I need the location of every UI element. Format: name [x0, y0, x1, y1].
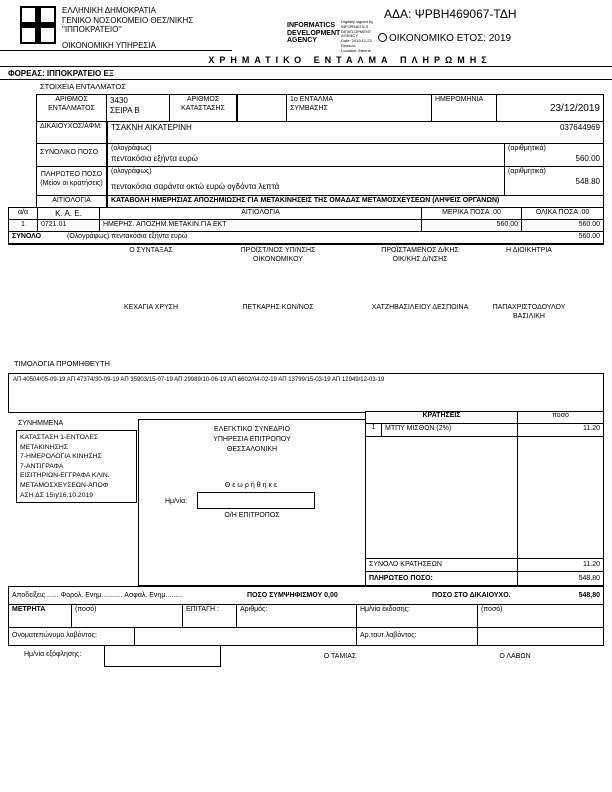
beneficiary-name: ΤΣΑΚΝΗ ΑΙΚΑΤΕΡΙΝΗ — [111, 123, 192, 132]
deductions-payable-value: 548,80 — [517, 572, 603, 586]
tax-clearance-label: Φορολ. Ενημ........... — [60, 592, 123, 599]
offset-amount-label: ΠΟΣΟ ΣΥΜΨΗΦΙΣΜΟΥ — [247, 592, 323, 599]
entalma-row-1 — [36, 94, 604, 122]
audit-court-box — [138, 419, 366, 586]
invoices-label: ΤΙΜΟΛΟΓΙΑ ΠΡΟΜΗΘΕΥΤΗ — [14, 359, 110, 368]
to-beneficiary-value: 548,80 — [578, 592, 600, 599]
in-words-label: (ολογράφως) — [111, 168, 152, 175]
date-label: ΗΜΕΡΟΜΗΝΙΑ — [431, 95, 496, 121]
org-name-line1: ΕΛΛΗΝΙΚΗ ΔΗΜΟΚΡΑΤΙΑ — [62, 6, 156, 15]
entalma-number-value: 3430 — [110, 96, 128, 105]
attachment-line: 7-ΑΝΤΙΓΡΑΦΑ — [20, 462, 64, 470]
payment-date-label: Ημ/νία εξόφλησης: — [24, 651, 82, 658]
recipient-id-field[interactable] — [477, 628, 603, 645]
stamp-line: Digitally signed by — [341, 19, 374, 24]
insurance-clearance-label: Ασφαλ. Ενημ......... — [124, 592, 183, 599]
total-amount-value: 560.00 — [575, 153, 600, 163]
check-label: ΕΠΙΤΑΓΗ : — [182, 605, 236, 627]
kae-row-reason: ΗΜΕΡΗΣ. ΑΠΟΖΗΜ.ΜΕΤΑΚΙΝ.ΓΙΑ ΕΚΤ — [99, 220, 421, 231]
signature-name: ΠΕΤΚΑΡΗΣ ΚΩΝ/ΝΟΣ — [242, 304, 314, 311]
total-amount-row — [36, 143, 604, 167]
reason-text: ΚΑΤΑΒΟΛΗ ΗΜΕΡΗΣΙΑΣ ΑΠΟΖΗΜΙΩΣΗΣ ΓΙΑ ΜΕΤΑΚΙΝΗΣΕΙΣ ΤΗΣ ΟΜΑΔΑΣ ΜΕΤΑΜΟΣΧΕΥΣΕΩΝ (ΛΗΨΕΙΣ ΟΡΓΑΝΩΝ) — [111, 197, 500, 204]
attachment-line: 7-ΗΜΕΡΟΛΟΓΙΑ ΚΙΝΗΣΗΣ — [20, 453, 102, 461]
recipient-name-label: Ονοματεπώνυμο λαβόντος: — [12, 632, 97, 639]
signature-emblem-icon — [378, 33, 387, 42]
receiver-label: Ο ΛΑΒΩΝ — [499, 653, 531, 660]
attachment-line: ΕΙΣΙΤΗΡΙΩΝ-ΕΓΓΡΑΦΑ ΚΛΙΝ. — [20, 472, 110, 480]
payable-amount-label: ΠΛΗΡΩΤΕΟ ΠΟΣΟ — [40, 171, 103, 178]
recipient-id-label: Αρ.ταυτ.λαβόντος: — [356, 628, 477, 645]
commissioner-label: Ο/Η ΕΠΙΤΡΟΠΟΣ — [224, 512, 280, 519]
hospital-cross-logo-icon — [20, 6, 56, 44]
audit-date-label: Ημ/νία: — [165, 498, 188, 505]
kae-sum-words: (Ολογράφως) πεντακόσια εξήντα ευρώ — [67, 233, 188, 240]
stamp-line: Date: 2019.12.23 — [341, 38, 372, 44]
footer-payment-method-row — [8, 604, 604, 628]
signature-title: Ο ΣΥΝΤΑΞΑΣ — [129, 247, 173, 254]
deductions-payable-label: ΠΛΗΡΩΤΕΟ ΠΟΣΟ: — [369, 575, 433, 582]
statement-number-value — [238, 95, 286, 121]
stamp-line: Reason: — [341, 42, 356, 48]
signature-title: Η ΔΙΟΙΚΗΤΡΙΑ — [506, 247, 552, 254]
attachment-line: ΑΣΗ ΔΣ 15η/16.10.2019 — [20, 491, 94, 499]
attachments-box — [16, 430, 137, 503]
agency-name: INFORMATICS DEVELOPMENT AGENCY — [287, 22, 341, 44]
org-name-line3: "ΙΠΠΟΚΡΑΤΕΙΟ" — [62, 25, 122, 34]
audit-court-name: ΕΛΕΓΚΤΙΚΟ ΣΥΝΕΔΡΙΟ — [213, 426, 291, 433]
receipts-label: Αποδείξεις....... — [12, 592, 59, 599]
cash-label: ΜΕΤΡΗΤΑ — [12, 606, 46, 613]
recipient-name-field[interactable] — [134, 628, 356, 645]
total-amount-label: ΣΥΝΟΛΙΚΟ ΠΟΣΟ — [37, 144, 108, 166]
total-amount-words: πεντακόσια εξήντα ευρώ — [111, 153, 198, 163]
kae-header-code: Κ. Α. Ε. — [37, 208, 99, 219]
footer-summary-row — [8, 586, 604, 605]
kae-header-aa: α/α — [17, 209, 29, 216]
deductions-column-divider — [517, 437, 518, 558]
kae-sum-row — [8, 231, 604, 245]
foreas-label: ΦΟΡΕΑΣ: ΙΠΠΟΚΡΑΤΕΙΟ ΕΞ — [8, 69, 114, 78]
attachments-label: ΣΥΝΗΜΜΕΝΑ — [18, 420, 64, 427]
to-beneficiary-label: ΠΟΣΟ ΣΤΟ ΔΙΚΑΙΟΥΧΟ. — [432, 592, 511, 599]
invoices-box — [8, 373, 604, 413]
date-value: 23/12/2019 — [496, 95, 603, 121]
kae-row-code: 0721.01 — [37, 220, 99, 231]
kae-header-total: ΟΛΙΚΑ ΠΟΣΑ .00 — [521, 208, 603, 219]
entalma-number-label: ΑΡΙΘΜΟΣ ΕΝΤΑΛΜΑΤΟΣ — [48, 96, 95, 112]
issue-date-field[interactable]: Ημ/νία έκδοσης: — [356, 605, 477, 627]
audit-city: ΘΕΣΣΑΛΟΝΙΚΗ — [226, 446, 278, 453]
beneficiary-afm: 037644969 — [559, 123, 600, 132]
deductions-title: ΚΡΑΤΗΣΕΙΣ — [422, 412, 461, 419]
deduction-row-desc: ΜΤΠΥ ΜΙΣΘΩΝ (2%) — [385, 425, 452, 432]
signature-title: ΠΡΟΪΣΤΑΜΕΝΟΣ Δ/ΚΗΣ ΟΙΚ/ΚΗΣ Δ/ΝΣΗΣ — [381, 247, 459, 263]
payable-amount-row — [36, 166, 604, 196]
signature-author — [100, 246, 202, 326]
audit-date-input[interactable] — [197, 492, 315, 509]
signature-governor — [477, 246, 581, 326]
signature-name: ΠΑΠΑΧΡΙΣΤΟΔΟΥΛΟΥ ΒΑΣΙΛΙΚΗ — [492, 304, 566, 320]
signature-name: ΚΕΧΑΓΙΑ ΧΡΥΣΗ — [123, 304, 179, 311]
deductions-table — [365, 411, 604, 586]
payable-amount-sublabel: (Μείον οι κρατήσεις) — [40, 179, 103, 187]
stamp-line: INFORMATICS — [341, 23, 369, 29]
ada-code: ΑΔΑ: ΨΡΒΗ469067-ΤΔΗ — [384, 7, 517, 21]
numeric-label: (αριθμητικά) — [508, 145, 546, 152]
numeric-label: (αριθμητικά) — [508, 168, 546, 175]
deduction-row-aa: 1 — [366, 424, 382, 436]
payable-amount-value: 548.80 — [575, 176, 600, 186]
offset-amount-value: 0,00 — [324, 592, 338, 599]
cashier-label: Ο ΤΑΜΙΑΣ — [323, 653, 357, 660]
invoices-line: ΑΠ 40504/05-09-19 ΑΠ 47374/30-09-19 ΑΠ 35903/15-07-19 ΑΠ 29989/10-06-19 ΑΠ 6602/04-02-19 ΑΠ 13799/15-03-19 ΑΠ 12949/12-03-19 — [13, 377, 385, 383]
check-number-field[interactable]: Αριθμός: — [236, 605, 356, 627]
signature-finance-head — [224, 246, 332, 326]
cash-amount-field[interactable]: (ποσό) — [71, 605, 182, 627]
in-words-label: (ολογράφως) — [111, 145, 152, 152]
signature-title: ΠΡΟΪΣΤ/ΝΟΣ ΥΠ/ΝΣΗΣ ΟΙΚΟΝΟΜΙΚΟΥ — [240, 247, 316, 263]
deduction-row-amount: 11.20 — [517, 424, 603, 436]
signature-name: ΧΑΤΖΗΒΑΣΙΛΕΙΟΥ ΔΕΣΠΟΙΝΑ — [371, 304, 469, 311]
approved-label: Θεωρήθηκε — [224, 482, 280, 489]
deductions-amount-header: ποσό — [517, 412, 603, 423]
entalma-series: ΣΕΙΡΑ Β — [110, 105, 140, 115]
header-divider — [0, 50, 232, 51]
check-amount-field[interactable]: (ποσό) — [477, 605, 603, 627]
contract-entalma-label: 1ο ΕΝΤΑΛΜΑ ΣΥΜΒΑΣΗΣ — [290, 96, 333, 112]
statement-number-label: ΑΡΙΘΜΟΣ ΚΑΤΑΣΤΑΣΗΣ — [169, 95, 238, 121]
section-title: ΣΤΟΙΧΕΙΑ ΕΝΤΑΛΜΑΤΟΣ — [40, 82, 126, 91]
document-title: ΧΡΗΜΑΤΙΚΟ ΕΝΤΑΛΜΑ ΠΛΗΡΩΜΗΣ — [208, 55, 492, 65]
kae-row-partial: 560.00 — [421, 220, 521, 231]
kae-sum-label: ΣΥΝΟΛΟ — [12, 233, 42, 240]
footer-recipient-row — [8, 627, 604, 646]
audit-service: ΥΠΗΡΕΣΙΑ ΕΠΙΤΡΟΠΟΥ — [213, 436, 291, 443]
reason-label: ΑΙΤΙΟΛΟΓΙΑ — [37, 196, 108, 207]
fiscal-year: ΟΙΚΟΝΟΜΙΚΟ ΕΤΟΣ: 2019 — [389, 33, 512, 44]
kae-row-total: 560.00 — [521, 220, 603, 231]
payable-amount-words: πεντακόσια σαράντα οκτώ ευρώ ογδόντα λεπτά — [111, 181, 280, 191]
deductions-sum-label: ΣΥΝΟΛΟ ΚΡΑΤΗΣΕΩΝ — [369, 561, 442, 568]
attachment-line: ΜΕΤΑΜΟΣΧΕΥΣΕΩΝ-ΑΠΟΦ — [20, 481, 109, 489]
foreas-divider — [0, 79, 612, 80]
entalma-row-2 — [36, 121, 604, 144]
payment-date-field[interactable] — [104, 645, 221, 667]
department-label: ΟΙΚΟΝΟΜΙΚΗ ΥΠΗΡΕΣΙΑ — [62, 41, 156, 50]
stamp-line: Location: Athens — [341, 47, 371, 53]
beneficiary-label: ΔΙΚΑΙΟΥΧΟΣ/ΑΦΜ: — [37, 122, 108, 143]
title-divider — [0, 66, 612, 67]
kae-sum-value: 560.00 — [578, 233, 600, 240]
attachment-line: ΚΑΤΑΣΤΑΣΗ 1-ΕΝΤΟΛΕΣ — [20, 434, 99, 441]
attachment-line: ΜΕΤΑΚΙΝΗΣΗΣ — [20, 443, 68, 451]
stamp-line: DEVELOPMENT AGENCY — [341, 28, 372, 39]
deductions-sum-value: 11.20 — [517, 559, 603, 571]
signature-admin-director — [368, 246, 472, 326]
kae-header-partial: ΜΕΡΙΚΑ ΠΟΣΑ .00 — [421, 208, 521, 219]
kae-header-reason: ΑΙΤΙΟΛΟΓΙΑ — [99, 208, 421, 219]
org-name-line2: ΓΕΝΙΚΟ ΝΟΣΟΚΟΜΕΙΟ ΘΕΣ/ΝΙΚΗΣ — [62, 15, 194, 25]
kae-row-aa: 1 — [21, 221, 25, 228]
